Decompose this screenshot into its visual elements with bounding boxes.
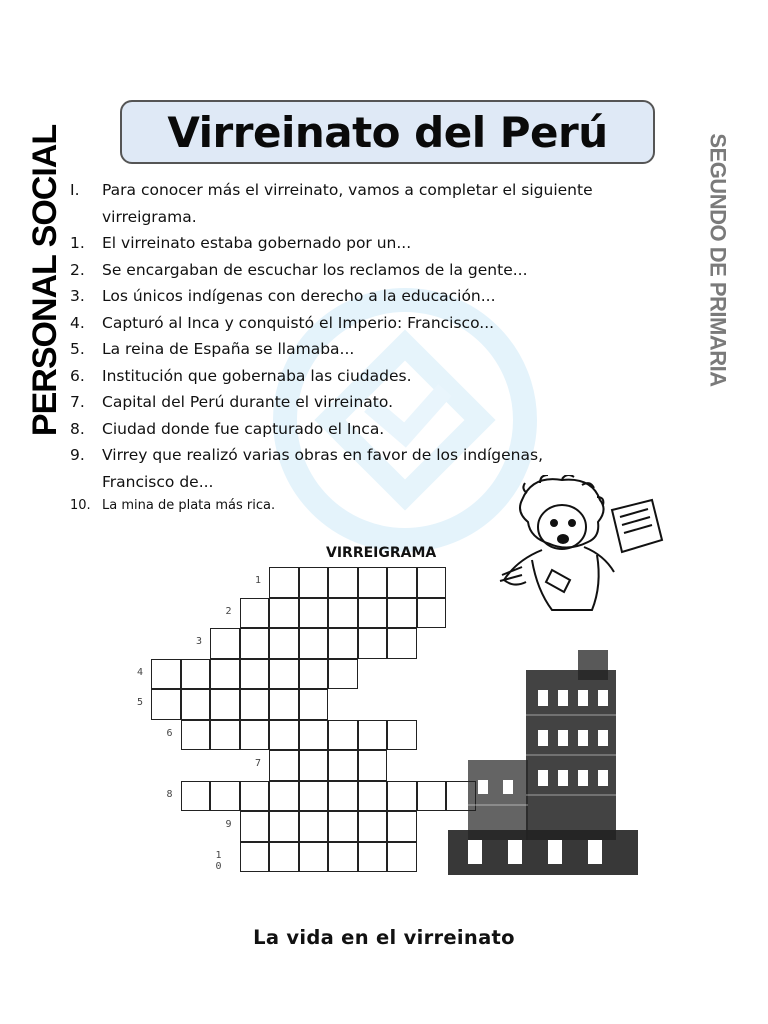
crossword-cell[interactable]	[299, 720, 329, 751]
question-number: 10.	[70, 498, 91, 513]
crossword-cell[interactable]	[210, 720, 240, 751]
grade-label-wrap	[688, 133, 748, 387]
crossword-cell[interactable]	[269, 842, 299, 873]
crossword-cell[interactable]	[269, 628, 299, 659]
question-number: 4.	[70, 313, 85, 332]
crossword-cell[interactable]	[299, 811, 329, 842]
crossword-cell[interactable]	[387, 567, 417, 598]
crossword-cell[interactable]	[358, 628, 388, 659]
question-line: Virrey que realizó varias obras en favor de los indígenas,	[102, 446, 544, 464]
crossword-cell[interactable]	[387, 720, 417, 751]
question-line: La reina de España se llamaba...	[102, 340, 355, 358]
crossword-cell[interactable]	[299, 689, 329, 720]
crossword-cell[interactable]	[387, 842, 417, 873]
crossword-cell[interactable]	[240, 811, 270, 842]
crossword-cell[interactable]	[328, 781, 358, 812]
crossword-row-number: 1	[255, 575, 264, 586]
crossword-row-number: 9	[225, 819, 234, 830]
crossword-cell[interactable]	[328, 750, 358, 781]
crossword-title: VIRREIGRAMA	[326, 545, 437, 561]
question-text	[102, 389, 393, 416]
question-text	[102, 257, 528, 284]
crossword-cell[interactable]	[387, 628, 417, 659]
question-line: Capital del Perú durante el virreinato.	[102, 393, 393, 411]
question-text	[102, 442, 543, 495]
crossword-cell[interactable]	[358, 598, 388, 629]
crossword-cell[interactable]	[210, 781, 240, 812]
crossword-cell[interactable]	[181, 781, 211, 812]
question-item	[70, 230, 670, 257]
subject-label: PERSONAL SOCIAL	[26, 124, 65, 436]
question-line: Institución que gobernaba las ciudades.	[102, 366, 412, 385]
question-number: 1.	[70, 234, 85, 252]
crossword-cell[interactable]	[240, 720, 270, 751]
subject-label-wrap	[16, 124, 76, 436]
question-item	[70, 283, 670, 310]
crossword-cell[interactable]	[269, 750, 299, 781]
question-item	[70, 363, 670, 390]
colonial-building-illustration	[448, 640, 638, 880]
question-line: Para conocer más el virreinato, vamos a completar el siguiente	[102, 181, 593, 199]
crossword-cell[interactable]	[328, 659, 358, 690]
crossword-cell[interactable]	[328, 598, 358, 629]
crossword-cell[interactable]	[328, 842, 358, 873]
crossword-cell[interactable]	[240, 598, 270, 629]
crossword-cell[interactable]	[269, 659, 299, 690]
question-line: Francisco de...	[102, 472, 214, 491]
crossword-cell[interactable]	[358, 811, 388, 842]
crossword-cell[interactable]	[299, 567, 329, 598]
question-line: virreigrama.	[102, 207, 197, 226]
crossword-cell[interactable]	[328, 720, 358, 751]
crossword-row-number: 8	[166, 788, 175, 800]
question-number: 7.	[70, 393, 85, 411]
crossword-row-number: 5	[137, 697, 146, 708]
crossword-cell[interactable]	[269, 689, 299, 720]
question-text	[102, 230, 411, 257]
question-text	[102, 495, 275, 517]
crossword-row-number: 6	[166, 727, 175, 739]
question-number: 8.	[70, 419, 85, 438]
question-text	[102, 416, 384, 443]
crossword-cell[interactable]	[417, 781, 447, 812]
question-text	[102, 310, 494, 337]
crossword-cell[interactable]	[358, 720, 388, 751]
question-text	[102, 363, 412, 390]
crossword-cell[interactable]	[240, 628, 270, 659]
crossword-cell[interactable]	[269, 567, 299, 598]
boy-reading-illustration	[492, 475, 667, 620]
crossword-row-number: 7	[255, 758, 264, 769]
crossword-cell[interactable]	[240, 689, 270, 720]
crossword-cell[interactable]	[387, 811, 417, 842]
footer-caption: La vida en el virreinato	[253, 926, 515, 949]
question-line: Los únicos indígenas con derecho a la educación...	[102, 287, 496, 305]
crossword-cell[interactable]	[299, 659, 329, 690]
crossword-row-number: 2	[225, 605, 234, 617]
crossword-cell[interactable]	[151, 689, 181, 720]
question-number: 9.	[70, 446, 85, 464]
crossword-cell[interactable]	[358, 842, 388, 873]
question-number: 2.	[70, 260, 85, 279]
question-item	[70, 310, 670, 337]
question-number: 5.	[70, 340, 85, 358]
crossword-cell[interactable]	[269, 598, 299, 629]
crossword-cell[interactable]	[181, 689, 211, 720]
crossword-cell[interactable]	[210, 659, 240, 690]
crossword-cell[interactable]	[358, 781, 388, 812]
crossword-cell[interactable]	[299, 750, 329, 781]
question-item	[70, 389, 670, 416]
question-line: El virreinato estaba gobernado por un...	[102, 234, 412, 252]
question-item	[70, 177, 670, 230]
crossword-cell[interactable]	[328, 811, 358, 842]
question-item	[70, 257, 670, 284]
questions-list	[70, 177, 670, 517]
crossword-cell[interactable]	[240, 842, 270, 873]
question-text	[102, 283, 496, 310]
question-item	[70, 416, 670, 443]
page-title: Virreinato del Perú	[167, 107, 608, 157]
crossword-row-number: 1 0	[215, 849, 224, 872]
crossword-cell[interactable]	[240, 781, 270, 812]
crossword-cell[interactable]	[181, 659, 211, 690]
question-text	[102, 177, 593, 230]
crossword-cell[interactable]	[328, 628, 358, 659]
crossword-cell[interactable]	[387, 598, 417, 629]
crossword-cell[interactable]	[269, 720, 299, 751]
question-line: La mina de plata más rica.	[102, 498, 276, 513]
question-item	[70, 336, 670, 363]
crossword-cell[interactable]	[417, 598, 447, 629]
crossword-row-number: 3	[196, 636, 205, 647]
crossword-row-number: 4	[137, 666, 146, 678]
crossword-cell[interactable]	[358, 750, 388, 781]
crossword-cell[interactable]	[299, 628, 329, 659]
question-line: Capturó al Inca y conquistó el Imperio: Francisco...	[102, 313, 495, 332]
crossword-cell[interactable]	[269, 781, 299, 812]
crossword-cell[interactable]	[299, 781, 329, 812]
crossword-cell[interactable]	[269, 811, 299, 842]
crossword-cell[interactable]	[387, 781, 417, 812]
crossword-cell[interactable]	[358, 567, 388, 598]
title-banner	[120, 100, 655, 164]
crossword-cell[interactable]	[299, 842, 329, 873]
question-text	[102, 336, 354, 363]
question-number: I.	[70, 181, 80, 199]
crossword-cell[interactable]	[210, 689, 240, 720]
crossword-cell[interactable]	[151, 659, 181, 690]
grade-label: SEGUNDO DE PRIMARIA	[706, 133, 732, 387]
crossword-cell[interactable]	[240, 659, 270, 690]
question-line: Se encargaban de escuchar los reclamos de la gente...	[102, 260, 528, 279]
crossword-cell[interactable]	[417, 567, 447, 598]
crossword-cell[interactable]	[328, 567, 358, 598]
question-number: 3.	[70, 287, 85, 305]
crossword-cell[interactable]	[210, 628, 240, 659]
question-line: Ciudad donde fue capturado el Inca.	[102, 419, 385, 438]
crossword-cell[interactable]	[299, 598, 329, 629]
crossword-cell[interactable]	[181, 720, 211, 751]
question-number: 6.	[70, 366, 85, 385]
